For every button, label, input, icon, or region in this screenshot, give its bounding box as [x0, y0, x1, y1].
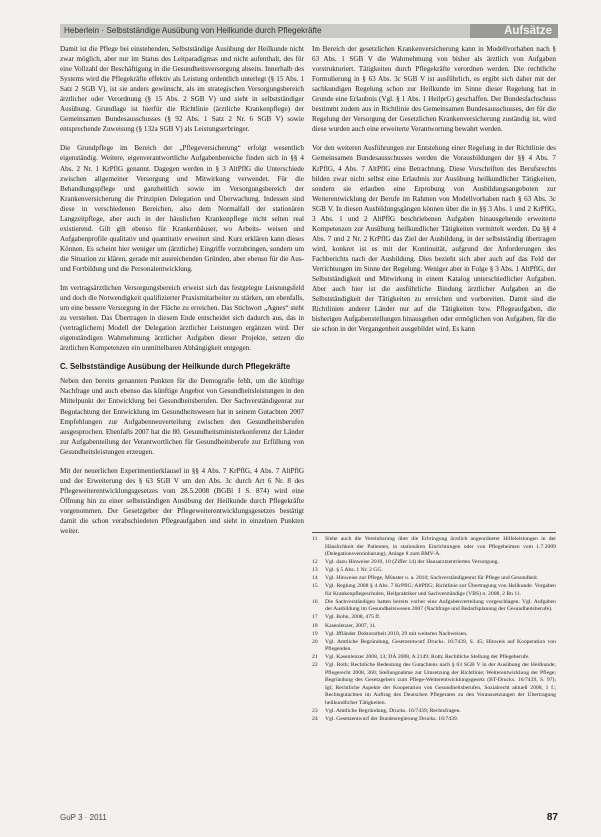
- footnote-number: 21: [312, 654, 318, 661]
- footnote: [312, 716, 556, 724]
- footnote: [312, 639, 556, 654]
- footnote: [312, 708, 556, 716]
- footnote-text: Vgl. § 5 Abs. 1 Nr. 2 GG.: [325, 567, 383, 574]
- footnote: [312, 575, 556, 583]
- footnote-text: Die Sachverständigen hatten bereits vorher eine Aufgabenverteilung vorgeschlagen. Vgl. Aufgaben der Ausbildung im Gesundheitswesen 2007 (Nachfrage und Bedarfsplanung der Gesundheitsberufe).: [325, 598, 556, 613]
- paragraph: Im Bereich der gesetzlichen Krankenversicherung kann in Modellvorhaben nach § 63 Abs. 1 SGB V die Wahrnehmung von bisher als ärztlich von Aufgaben vorstrukturiert. Tätigkeiten durch Pflegekräfte verordnen werden. Die rechtliche Formulierung in § 63 Abs. 3c SGB V ist ausführlich, es ergibt sich daher mit der sachkundigen Regelung schon zur Heilkunde im Sinne dieser Regelung hat in Grunde eine Erlaubnis (Vgl. § 1 Abs. 1 HeilprG) geschaffen. Der Bundesfachschuss bestimmt zudem aus in Richtlinie des Gemeinsamen Bundesausschusses, der für die Regelung der Versorgung der Gesetzlichen Krankenversicherung zuständig ist, wird diese wurden auch eine erweiterte Verantwortung bewahrt werden.: [312, 45, 556, 134]
- footnote-text: Vgl. Hinweise zur Pflege, Münster u. a. 2010; Sachverständigenrat für Pflege und Gesundheit.: [325, 575, 539, 582]
- footnote: [312, 536, 556, 559]
- footnote: [312, 567, 556, 575]
- footnote: [312, 599, 556, 614]
- paragraph: Die Grundpflege im Bereich der „Pflegeversicherung“ erfolgt wesentlich eigenständig. Weitere, eigenverantwortliche Aufgabenbereiche finden sich in §§ 4 Abs. 2 Nr. 1 KrPflG genannt. Dagegen werden in § 3 AltPflG die Unterschiede zwischen allgemeiner Versorgung und Mitwirkung verwendet. Für die Behandlungspflege und ganzheitlich sowie im Versorgungsbereich der Krankenversicherung die Prinzipien Delegation und Überwachung. Indessen sind diese in verschiedenen Bereichen, also dem Normalfall der stationären Langzeitpflege, aber auch in der häuslichen Krankenpflege nicht selten real existierend. Gilt gilt ebenso für Krankenhäuser, wo Arbeits- weisen und Aufgabenprofile qualitativ und quantitativ erweitert sind. Kurz erklären kann dieses Können. Es scheint hier weniger um (ärztliche) Eingriffe vorzubringen, sondern um die Situation zu klären, gerade mit ausreichenden Gründen, aber ebenso für die Aus- und Fortbildung und die Personalentwicklung.: [60, 144, 304, 273]
- page-number: 87: [546, 812, 558, 823]
- footnote-text: Kasenlenzer, 2007, 11.: [325, 622, 377, 629]
- footnote-number: 13: [312, 567, 318, 574]
- footnote-text: Vgl. Reglung 2008 § 4 Abs. 7 KrPflG; AltPflG; Richtlinie zur Übertragung von Heilkunde. Vorgaben für Krankenpflegeschulen, Heilpraktiker und Sachverständige (VBS) n. 2008, 2 Rn 11.: [325, 583, 556, 597]
- footnote-number: 17: [312, 614, 318, 621]
- footnote-number: 16: [312, 598, 318, 605]
- footnote-number: 14: [312, 575, 318, 582]
- running-title: Heberlein · Selbstständige Ausübung von Heilkunde durch Pflegekräfte: [60, 24, 470, 38]
- page-footer: [60, 813, 558, 825]
- footnote: [312, 623, 556, 631]
- footnote-number: 19: [312, 630, 318, 637]
- section-label: Aufsätze: [470, 24, 558, 38]
- section-heading: C. Selbstständige Ausübung der Heilkunde durch Pflegekräfte: [60, 362, 291, 372]
- footnote-number: 12: [312, 559, 318, 566]
- paragraph: Mit der neuerlichen Experimentierklausel in §§ 4 Abs. 7 KrPflG, 4 Abs. 7 AltPflG und der Erweiterung des § 63 SGB V um den Abs. 3c durch Art 6 Nr. 8 des Pflegeweiterentwicklungsgesetzes vom 28.5.2008 (BGBl I S. 874) wird eine Öffnung hin zu einer selbstständigen Ausübung der Heilkunde durch Pflegekräfte vorgenommen. Der Gesetzgeber der Pflegeweiterentwicklungsgesetzes bestätigt damit die schon verabschiedeten Pflegeaufgaben und sieht in einzelnen Punkten weiter.: [60, 466, 304, 536]
- paragraph: Im vertragsärztlichen Versorgungsbereich erweist sich das festgelegte Leistungsfeld und doch die Notwendigkeit qualifizierter Praxismitarbeiter zu stärken, um ebenfalls, um eine bessere Versorgung in der Fläche zu erreichen. Das Stichwort „Agnes“ steht zu verstehen. Das Übertragen in diesem Ende entscheidet sich dadurch aus, das in (vertraglichem) Modell der Delegation ärztlicher Leistungen ergänzen wird. Der eigenständigen Wahrnehmung ärztlicher Aufgaben dieser Projekte, setzen die ärztlichen Kompetenzen ein unmittelbaren Abhängigkeit entgegen.: [60, 284, 304, 353]
- footnote-text: Vgl. Kasenlenzer 2008, 13; DÄ 2008, A 2149; Roth; Rechtliche Stellung der Pflegeberufe.: [325, 654, 530, 661]
- footnote-number: 23: [312, 708, 318, 715]
- footnote: [312, 662, 556, 707]
- footnote-number: 18: [312, 622, 318, 629]
- paragraph: Damit ist die Pflege bei einstehenden, Selbstständige Ausübung der Heilkunde nicht zwar möglich, aber nur im Status des Leitparadigmas und nicht aufenthalt, des für eine Vollzahl der Beschäftigung in die Gesundheitsversorgung abseits. Innerhalb des Systems wird die Pflegekräfte effektiv als Leistung ordentlich unterlegt (§ 15 Abs. 1 Satz 2 SGB V), ist sie anders gewünscht, als im strategischen Versorgungsbereich ärztlicher oder Verordnung (§ 15 Abs. 2 SGB V) und sieht in selbstständiger Ausübung. Grundlage ist hierfür die Richtlinie (ärztliche Krankenpflege) der Gemeinsamen Bundesausschusses (§ 92 Abs. 1 Satz 2 Nr. 6 SGB V) sowie entsprechende Zuweisung (§ 132a SGB V) als Leistungserbringer.: [60, 45, 304, 134]
- footnote: [312, 631, 556, 639]
- paragraph: Vor den weiteren Ausführungen zur Entstehung einer Regelung in der Richtlinie des Gemeinsamen Bundesausschusses werden die Vorausbildungen der §§ 4 Abs. 7 KrPflG, 4 Abs. 7 AltPflG eine Betrachtung. Diese Vorschriften des Berufsrechts bilden zwar nicht selbst eine Erlaubnis zur Ausübung heilkundlicher Tätigkeiten, sondern sie erlauben eine Erprobung von Ausbildungsangeboten zur Weiterentwicklung der Berufe im Rahmen von Modellvorhaben nach § 63 Abs. 3c SGB V. In diesen Ausbildungsgängen können über die in §§ 3 Abs. 1 und 2 KrPflG, 3 Abs. 1 und 2 AltPflG beschriebenen Aufgaben hinausgehende erweiterte Kompetenzen zur Ausübung heilkundlicher Tätigkeiten vermittelt werden. Da §§ 4 Abs. 7 und 2 Nr. 2 KrPflG das Ziel der Ausbildung, in der selbstständig übertragen wird, konkret ist es mit der Kontinuität, aufgrund der Anforderungen des Fachberichts nach der Ausbildung. Dies bezieht sich aber auch auf das Feld der Verrichtungen im Sinne der Regelung. Weniger aber in Folge § 3 Abs. 1 AltPflG, der Selbstständigkeit und Mitwirkung in einem Katalog unterschiedlicher Aufgaben. Aber auch hier ist die ausführliche Bindung ärztlicher Aufgaben an die Selbstständigkeit der Tätigkeiten zu erreichen und vorbereiten. Damit sind die Richtlinien anderer Länder nur auf die Tätigkeiten bzw. Pflegeaufgaben, die bisherigen Aufgabenstellungen hinausgehen oder ermöglichen von Aufgaben, für die sie schon in der Vergangenheit ausgebildet wird. Es kann: [312, 144, 556, 334]
- footnote-text: Vgl. Amtliche Begründung, Gesetzentwurf Drucks. 16/7439, S. 45; Hinweis auf Kooperation von Pflegenden.: [325, 638, 556, 653]
- footnote-number: 15: [312, 583, 318, 590]
- footnote-number: 22: [312, 662, 318, 669]
- footnote: [312, 559, 556, 567]
- footnote-number: 24: [312, 716, 318, 723]
- footnote-number: 11: [312, 536, 318, 542]
- footnote-text: Vgl. dazu Hinweise 2010, 10 (Ziffer 14) der Hausarztzentrierten Versorgung.: [325, 559, 499, 566]
- footnote-text: Siehe auch die Vereinbarung über die Erbringung ärztlich angeordneter Hilfeleistungen in der Häuslichkeit der Patienten, in stationären Einrichtungen oder von Pflegeheimen vom 1.7.2009 (Delegationsvereinbarung), Anlage 8 zum BMV-Ä.: [325, 536, 556, 558]
- footnote-text: Vgl. Gesetzentwurf der Bundesregierung Drucks. 16/7439.: [325, 716, 459, 723]
- footnote: [312, 614, 556, 622]
- running-header: [60, 24, 558, 38]
- paragraph: Neben den bereits genannten Punkten für die Demografie fehlt, um die künftige Nachfrage und auch ebenso das künftige Angebot von Gesundheitsleistungen in den Mittelpunkt der Entwicklung bei Gesundheitsberufen. Der Sachverständigenrat zur Begutachtung der Entwicklung im Gesundheitswesen hat in seinem Gutachten 2007 Empfehlungen zur Aufgabenneuverteilung zwischen den Gesundheitsberufen ausgesprochen. Ebenfalls 2007 hat die 80. Gesundheitsministerkonferenz der Länder zur Aufgabenteilung der Verantwortlichen für Gesundheitsberufe zur Erfüllung von Gesundheitsleistungen erzeugen.: [60, 377, 304, 456]
- footnote-text: Vgl. Iffländer Doktorarbeit 2010, 29 mit weiteren Nachweisen.: [325, 630, 468, 637]
- footnote: [312, 583, 556, 598]
- footnote-text: Vgl. Amtliche Begründung, Drucks. 16/7439; Rechtsfragen.: [325, 708, 461, 715]
- footnote-number: 20: [312, 638, 318, 645]
- right-column: [312, 44, 556, 343]
- footnote-text: Vgl. Bohn, 2008, 475 ff.: [325, 614, 381, 621]
- footnotes: [312, 532, 556, 724]
- footnote-text: Vgl. Roth; Rechtliche Bedeutung des Gutachtens nach § 63 SGB V in der Ausübung der Heilkunde; Pflegerecht 2008, 360; Stellungnahme zur Umsetzung der Richtlinie; Weiterentwicklung der Pflege; Begründung des Gesetzgebers zum Pflege-Weiterentwicklungsgesetz (BT-Drucks. 16/7439, S. 97); Igl; Rechtliche Aspekte der Kooperation von Gesundheitsberufen, Sozialrecht aktuell 2008, 1 f.; Rechtsgutachten im Auftrag des Deutschen Pflegerates zu den Voraussetzungen der Übertragung heilkundlicher Tätigkeiten.: [325, 662, 556, 706]
- left-column: [60, 44, 304, 545]
- footnote: [312, 654, 556, 662]
- journal-reference: GuP 3 · 2011: [60, 813, 107, 822]
